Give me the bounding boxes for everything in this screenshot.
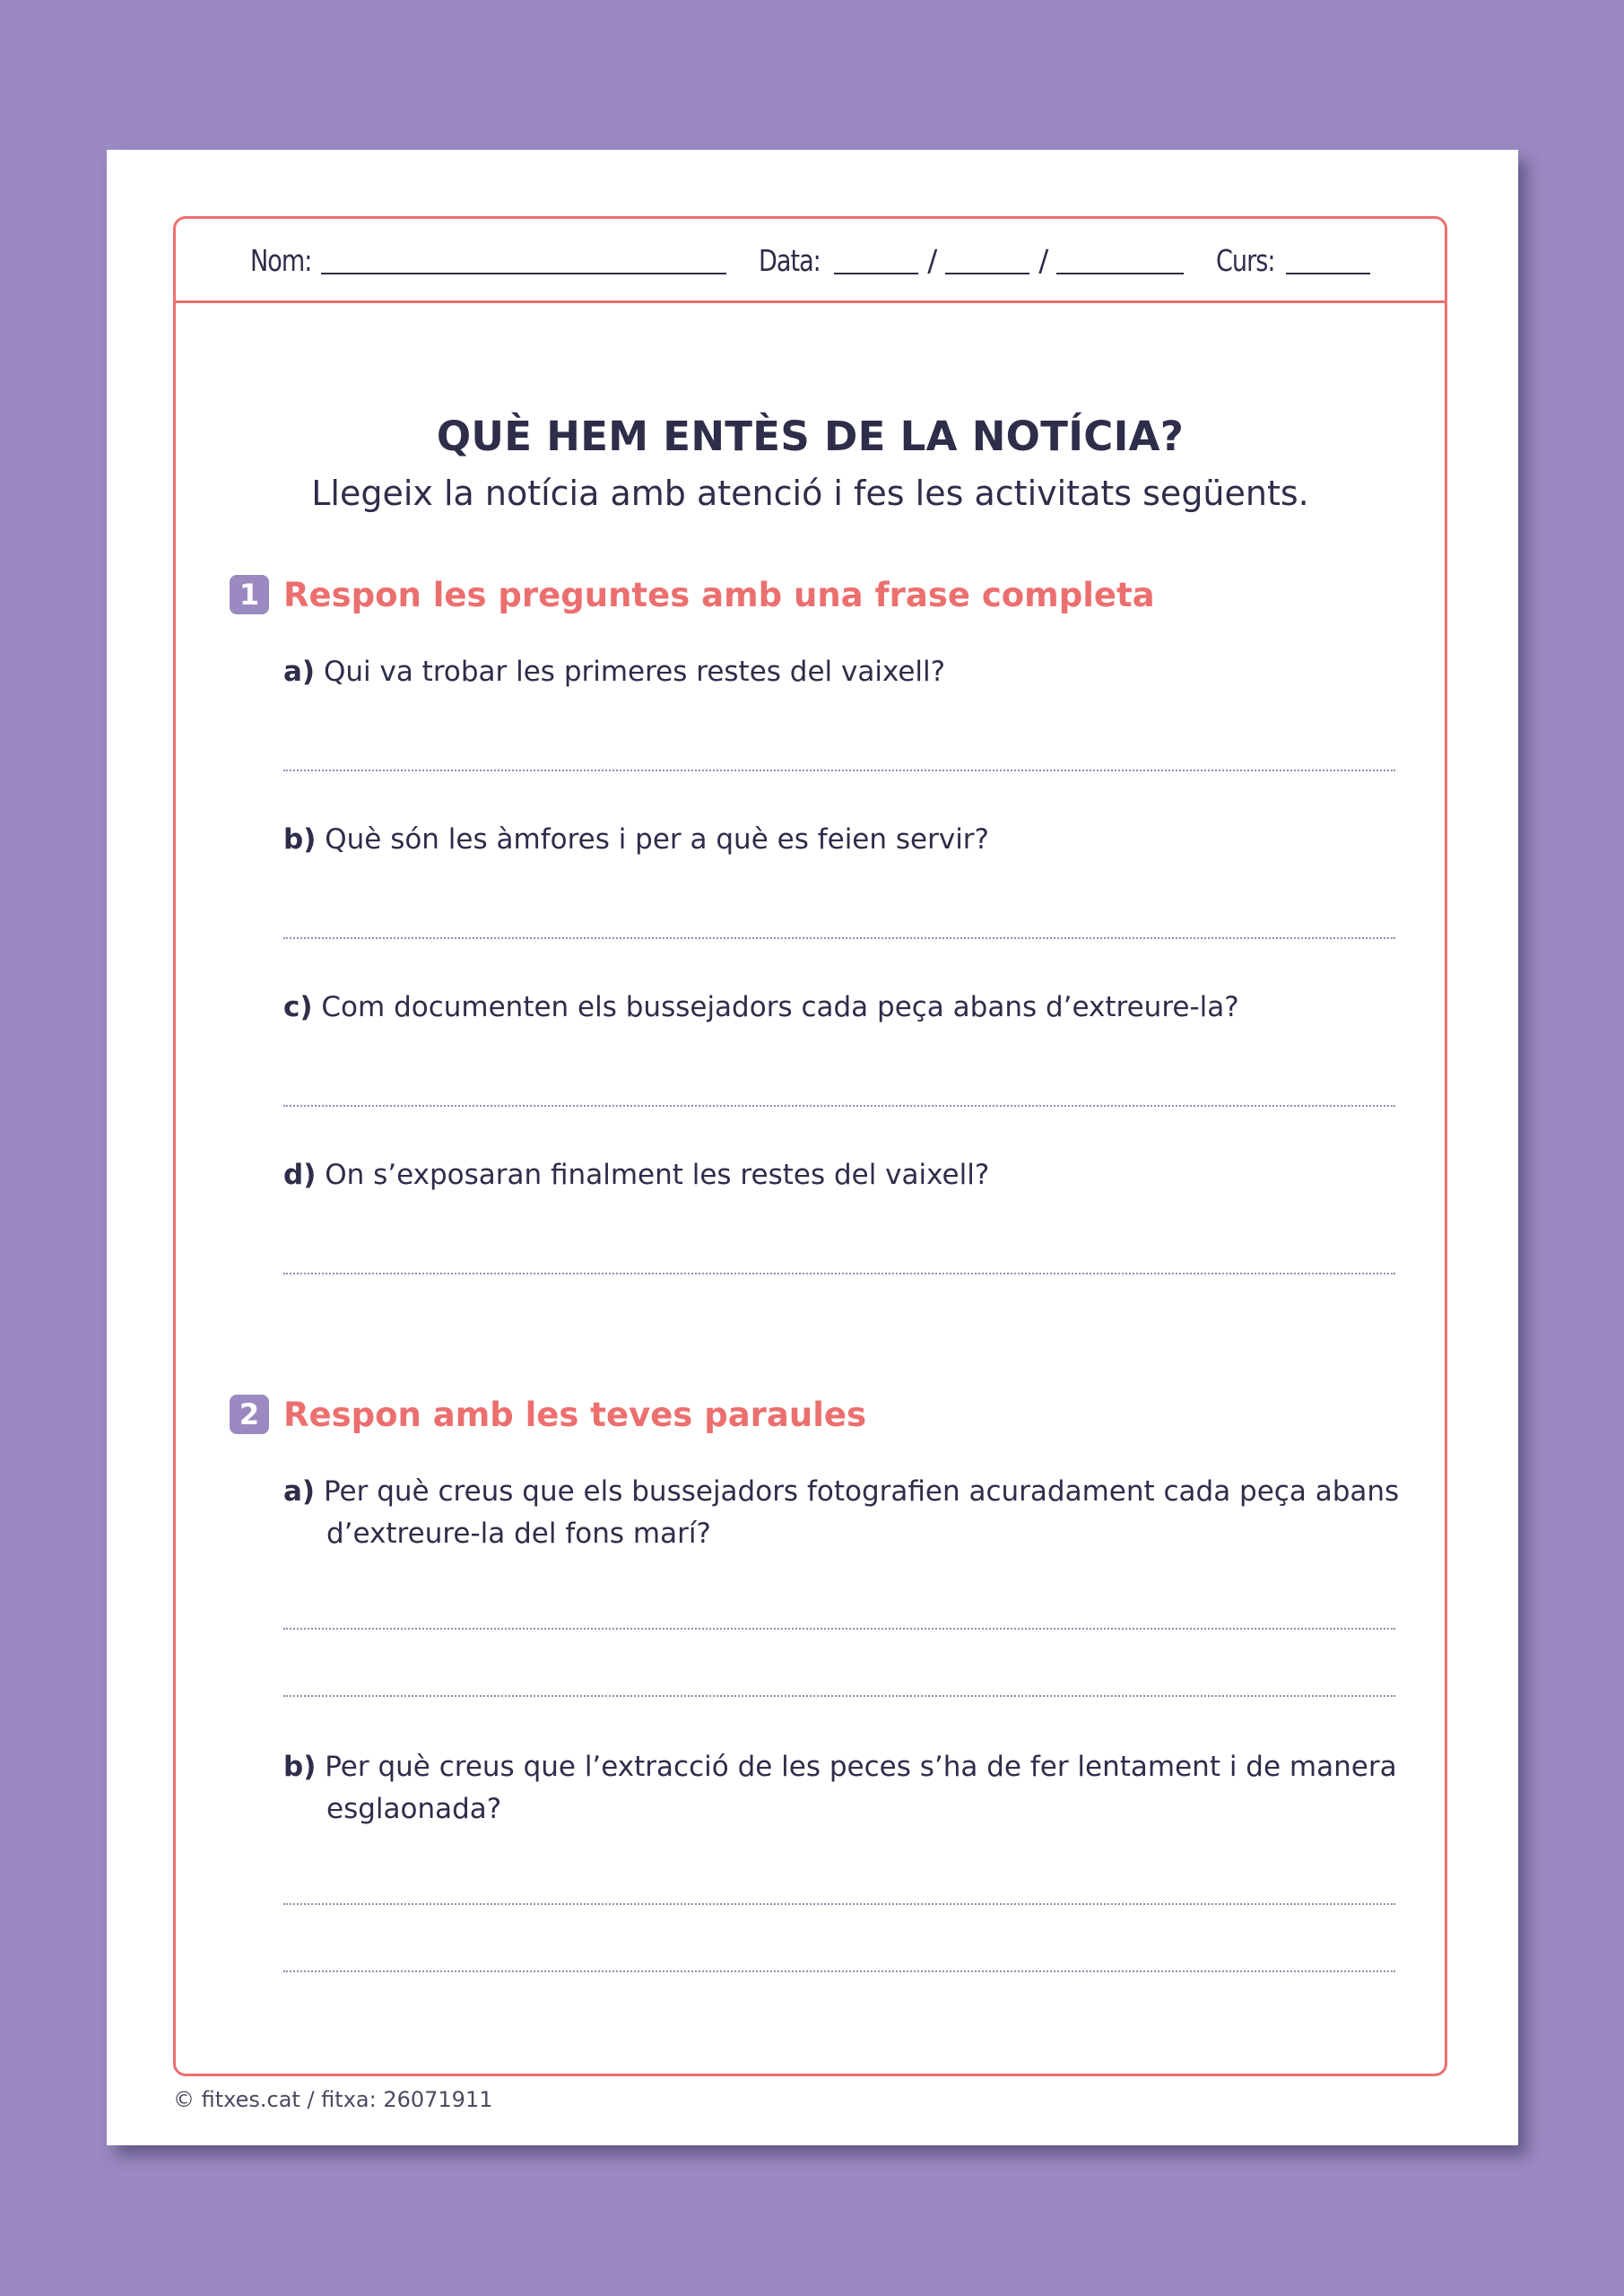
question-text: Què són les àmfores i per a què es feien servir? <box>325 823 990 856</box>
date-month-blank[interactable] <box>945 246 1029 274</box>
section-1-heading <box>230 575 1155 614</box>
answer-line-2a-1[interactable] <box>283 1628 1395 1630</box>
page-title: QUÈ HEM ENTÈS DE LA NOTÍCIA? <box>436 413 1185 460</box>
question-text: Com documenten els bussejadors cada peça abans d’extreure-la? <box>321 991 1239 1023</box>
date-year-blank[interactable] <box>1056 246 1184 274</box>
question-letter: c) <box>283 991 313 1023</box>
section-2-number-badge: 2 <box>230 1395 269 1434</box>
question-letter: b) <box>283 823 317 856</box>
question-text: Per què creus que l’extracció de les peces s’ha de fer lentament i de manera esglaonada? <box>325 1751 1397 1825</box>
date-separator-2: / <box>1038 242 1048 278</box>
page-subtitle: Llegeix la notícia amb atenció i fes les activitats següents. <box>311 474 1309 513</box>
question-2b <box>283 1746 1447 1831</box>
date-separator-1: / <box>927 242 937 278</box>
name-field <box>250 242 726 278</box>
question-letter: d) <box>283 1159 317 1191</box>
worksheet-frame <box>173 216 1447 2076</box>
name-label: Nom: <box>250 242 312 278</box>
answer-line-1d[interactable] <box>283 1273 1395 1274</box>
section-1-title: Respon les preguntes amb una frase completa <box>283 575 1155 614</box>
question-text: Per què creus que els bussejadors fotografien acuradament cada peça abans d’extreure-la del fons marí? <box>323 1475 1400 1550</box>
footer-credit: © fitxes.cat / fitxa: 26071911 <box>173 2087 493 2112</box>
section-1-number-badge: 1 <box>230 575 269 614</box>
question-1d <box>283 1154 1447 1196</box>
course-field <box>1216 242 1370 278</box>
answer-line-1c[interactable] <box>283 1105 1395 1107</box>
question-2a <box>283 1471 1447 1555</box>
question-letter: a) <box>283 1475 316 1508</box>
section-2-title: Respon amb les teves paraules <box>283 1395 867 1434</box>
answer-line-2a-2[interactable] <box>283 1695 1395 1697</box>
question-letter: a) <box>283 656 316 688</box>
date-field <box>759 242 1184 278</box>
answer-line-2b-1[interactable] <box>283 1903 1395 1905</box>
question-text: On s’exposaran finalment les restes del vaixell? <box>325 1159 990 1191</box>
worksheet-page <box>107 150 1518 2145</box>
student-info-row <box>176 219 1445 303</box>
section-2-heading <box>230 1395 866 1434</box>
question-1c <box>283 987 1447 1029</box>
answer-line-2b-2[interactable] <box>283 1970 1395 1972</box>
name-blank[interactable] <box>321 246 726 274</box>
question-letter: b) <box>283 1751 317 1783</box>
answer-line-1a[interactable] <box>283 770 1395 771</box>
question-1a <box>283 651 1447 693</box>
date-label: Data: <box>759 242 821 278</box>
answer-line-1b[interactable] <box>283 937 1395 939</box>
course-label: Curs: <box>1216 242 1275 278</box>
question-1b <box>283 819 1447 861</box>
date-day-blank[interactable] <box>834 246 918 274</box>
question-text: Qui va trobar les primeres restes del vaixell? <box>323 656 946 688</box>
course-blank[interactable] <box>1286 246 1370 274</box>
